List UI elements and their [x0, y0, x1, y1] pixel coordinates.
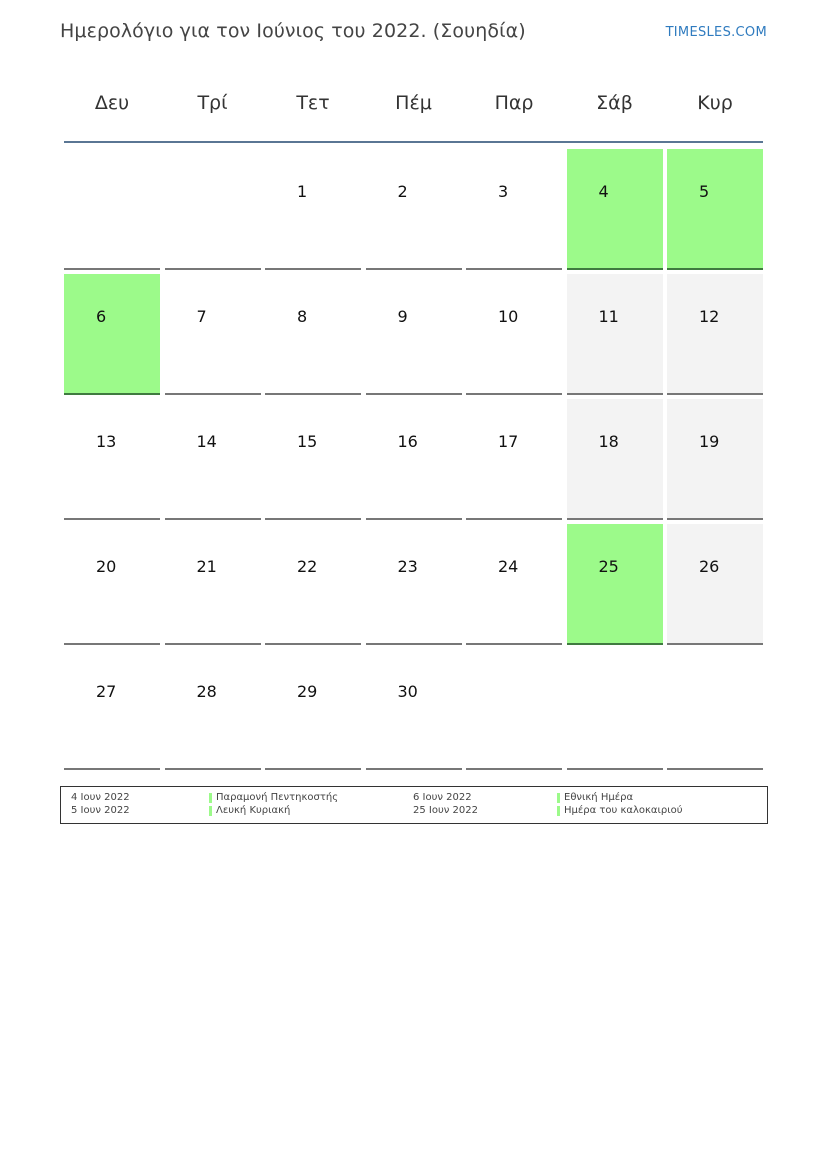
day-number: 1: [297, 182, 308, 201]
day-cell: [165, 399, 261, 520]
empty-day-cell: [466, 649, 562, 770]
day-cell: [567, 524, 663, 645]
day-cell: [265, 649, 361, 770]
weekday-sat: Σάβ: [596, 92, 633, 114]
day-number: 11: [598, 307, 619, 326]
day-number: 16: [397, 432, 418, 451]
weekday-tue: Τρί: [197, 92, 228, 114]
day-number: 20: [96, 557, 117, 576]
day-number: 8: [297, 307, 308, 326]
day-cell: [667, 524, 763, 645]
day-cell: [165, 649, 261, 770]
day-number: 29: [297, 682, 318, 701]
day-cell: [667, 149, 763, 270]
day-cell: [64, 399, 160, 520]
day-cell: [265, 399, 361, 520]
legend-holiday-name: Ημέρα του καλοκαιριού: [557, 805, 683, 816]
day-cell: [265, 149, 361, 270]
calendar-grid: [64, 149, 763, 770]
day-number: 14: [196, 432, 217, 451]
day-cell: [466, 149, 562, 270]
day-cell: [265, 274, 361, 395]
site-link[interactable]: TIMESLES.COM: [665, 25, 767, 40]
day-cell: [567, 149, 663, 270]
day-cell: [567, 399, 663, 520]
day-number: 19: [699, 432, 720, 451]
day-cell: [366, 149, 462, 270]
legend-holiday-name: Εθνική Ημέρα: [557, 792, 633, 803]
day-number: 28: [196, 682, 217, 701]
day-number: 5: [699, 182, 710, 201]
weekday-thu: Πέμ: [395, 92, 432, 114]
day-number: 9: [397, 307, 408, 326]
legend-date: 4 Ιουν 2022: [71, 792, 130, 803]
empty-day-cell: [667, 649, 763, 770]
weekday-sun: Κυρ: [697, 92, 733, 114]
legend-date: 25 Ιουν 2022: [413, 805, 478, 816]
day-number: 7: [196, 307, 207, 326]
day-cell: [466, 274, 562, 395]
day-cell: [64, 524, 160, 645]
day-number: 4: [598, 182, 609, 201]
day-cell: [667, 399, 763, 520]
day-number: 2: [397, 182, 408, 201]
day-cell: [466, 524, 562, 645]
day-number: 15: [297, 432, 318, 451]
empty-day-cell: [165, 149, 261, 270]
day-cell: [567, 274, 663, 395]
holiday-legend: [60, 786, 768, 824]
day-number: 18: [598, 432, 619, 451]
weekday-header: [64, 80, 763, 143]
day-cell: [466, 399, 562, 520]
day-cell: [366, 274, 462, 395]
weekday-mon: Δευ: [94, 92, 130, 114]
day-number: 21: [196, 557, 217, 576]
day-number: 26: [699, 557, 720, 576]
day-cell: [165, 524, 261, 645]
legend-date: 6 Ιουν 2022: [413, 792, 472, 803]
legend-holiday-name: Λευκή Κυριακή: [209, 805, 290, 816]
day-number: 30: [397, 682, 418, 701]
day-number: 22: [297, 557, 318, 576]
day-number: 3: [498, 182, 509, 201]
day-number: 13: [96, 432, 117, 451]
day-number: 23: [397, 557, 418, 576]
day-cell: [64, 274, 160, 395]
day-cell: [265, 524, 361, 645]
day-number: 6: [96, 307, 107, 326]
day-cell: [667, 274, 763, 395]
page-title: Ημερολόγιο για τον Ιούνιος του 2022. (Σουηδία): [60, 20, 526, 42]
legend-holiday-name: Παραμονή Πεντηκοστής: [209, 792, 338, 803]
day-number: 10: [498, 307, 519, 326]
empty-day-cell: [567, 649, 663, 770]
weekday-fri: Παρ: [494, 92, 534, 114]
day-number: 24: [498, 557, 519, 576]
day-cell: [366, 524, 462, 645]
weekday-wed: Τετ: [296, 92, 330, 114]
day-number: 17: [498, 432, 519, 451]
day-cell: [366, 649, 462, 770]
legend-date: 5 Ιουν 2022: [71, 805, 130, 816]
day-number: 27: [96, 682, 117, 701]
day-cell: [64, 649, 160, 770]
day-cell: [366, 399, 462, 520]
day-cell: [165, 274, 261, 395]
empty-day-cell: [64, 149, 160, 270]
day-number: 12: [699, 307, 720, 326]
day-number: 25: [598, 557, 619, 576]
